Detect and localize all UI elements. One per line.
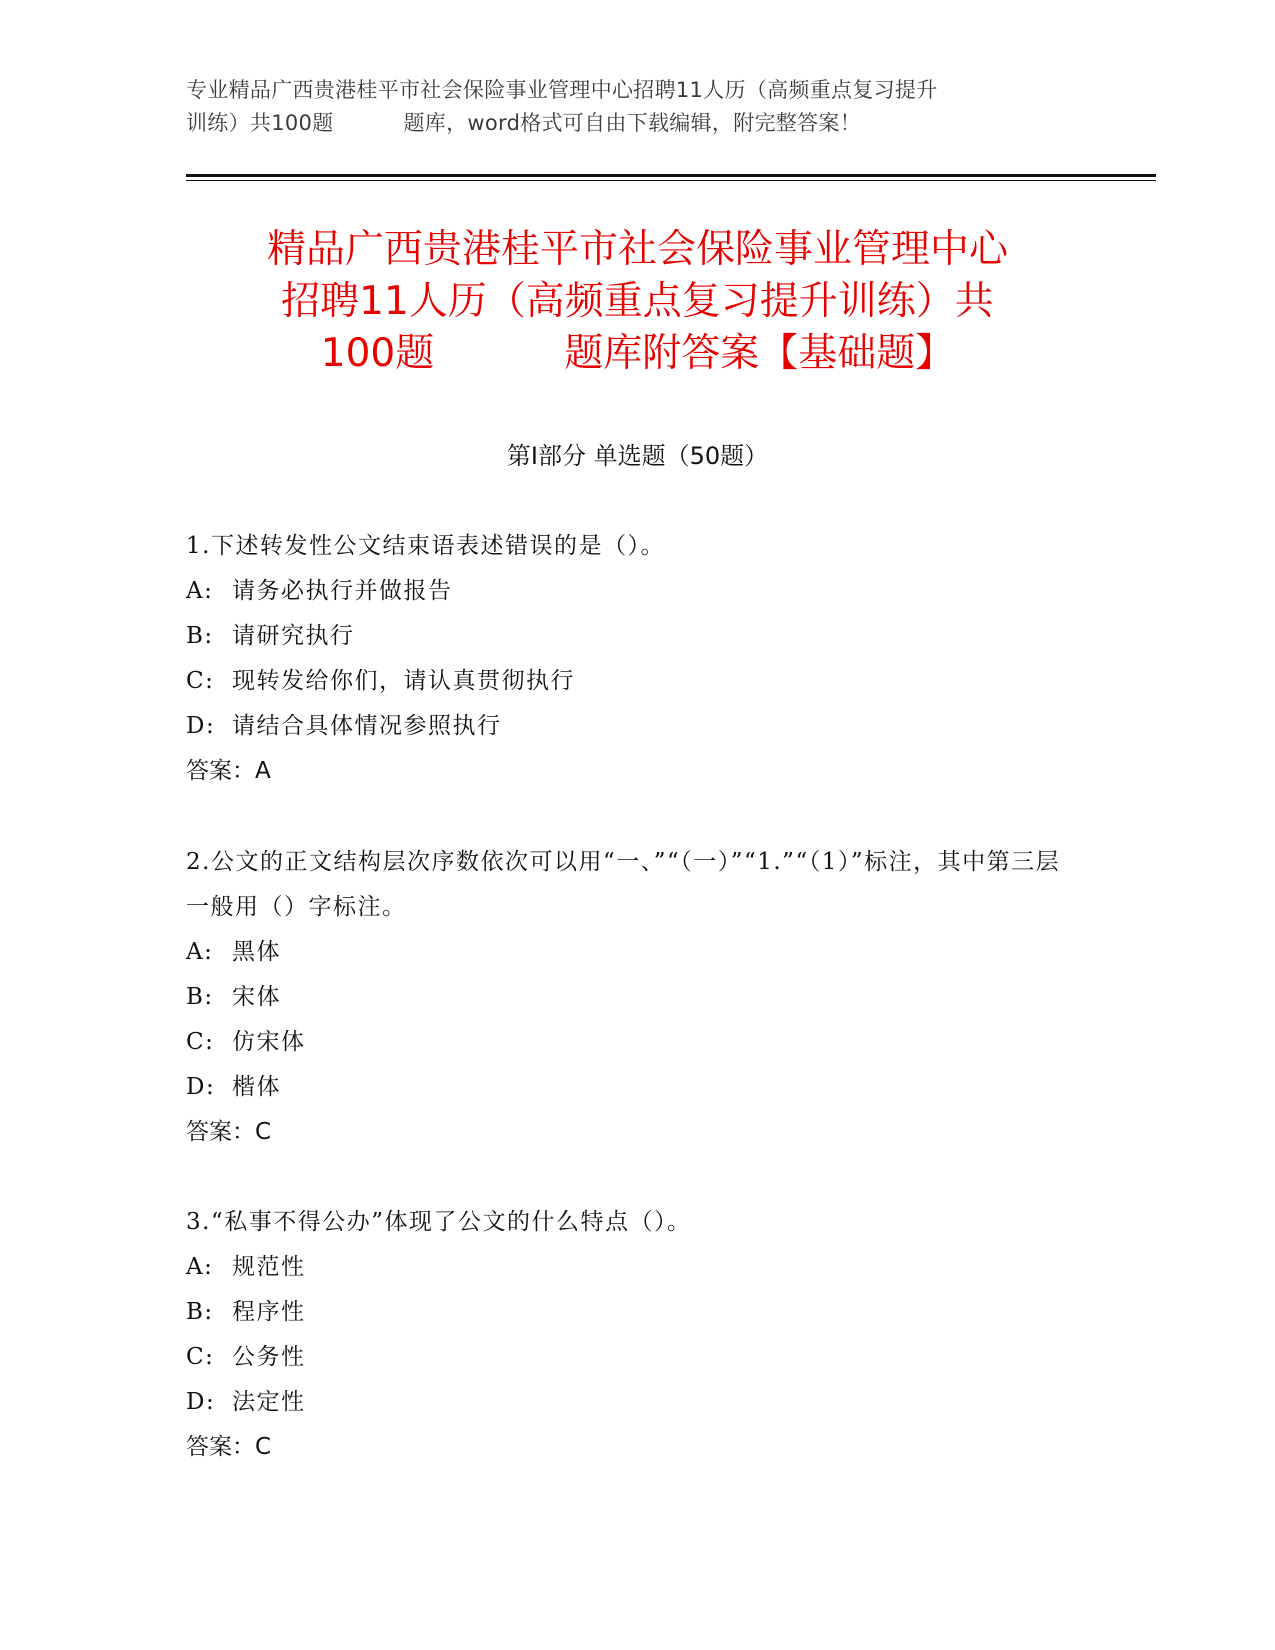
option-key: B: [186,1299,214,1325]
option-key: D: [186,1389,216,1415]
title-line-3 [150,328,1125,380]
option-b [186,975,1076,1020]
section-heading: 第Ⅰ部分 单选题（50题） [506,442,769,470]
title-line-2: 招聘11人历（高频重点复习提升训练）共 [281,279,994,324]
option-text: 公务性 [232,1344,306,1370]
option-c [186,1020,1076,1065]
option-text: 程序性 [232,1299,306,1325]
option-key: A: [186,1254,214,1280]
option-a [186,1245,1076,1290]
option-key: C: [186,1029,215,1055]
answer-line: 答案：C [186,1434,272,1460]
option-key: A: [186,578,214,604]
header-divider-thin [186,180,1156,181]
option-d [186,1380,1076,1425]
answer-line: 答案：C [186,1119,272,1145]
option-key: D: [186,713,216,739]
question-stem: 1.下述转发性公文结束语表述错误的是（）。 [186,533,665,559]
option-key: A: [186,939,214,965]
option-d [186,704,1076,749]
option-text: 黑体 [232,939,281,965]
option-text: 请结合具体情况参照执行 [232,713,502,739]
option-c [186,1335,1076,1380]
option-key: D: [186,1074,216,1100]
option-key: C: [186,1344,215,1370]
question-stem: 3.“私事不得公办”体现了公文的什么特点（）。 [186,1209,692,1235]
option-text: 请务必执行并做报告 [232,578,453,604]
question-stem: 2.公文的正文结构层次序数依次可以用“一、”“（一）”“1.”“（1）”标注，其中第三层一般用（）字标注。 [186,849,1061,920]
document-title [150,224,1125,380]
option-text: 仿宋体 [232,1029,306,1055]
option-key: C: [186,668,215,694]
option-a [186,930,1076,975]
title-line-3-start: 100题 [320,331,435,376]
option-text: 请研究执行 [232,623,355,649]
option-b [186,614,1076,659]
option-text: 法定性 [232,1389,306,1415]
option-text: 楷体 [232,1074,281,1100]
header-divider-thick [186,174,1156,177]
option-text: 现转发给你们，请认真贯彻执行 [232,668,575,694]
title-line-1: 精品广西贵港桂平市社会保险事业管理中心 [266,227,1008,272]
question-block [186,840,1076,1155]
page-header [186,74,1086,140]
question-block [186,1200,1076,1470]
header-line-2 [186,107,1086,140]
option-c [186,659,1076,704]
option-text: 宋体 [232,984,281,1010]
option-text: 规范性 [232,1254,306,1280]
question-block [186,524,1076,794]
option-d [186,1065,1076,1110]
option-b [186,1290,1076,1335]
header-line-2-start: 训练）共100题 [186,111,334,135]
answer-line: 答案：A [186,758,271,784]
header-line-2-end: 题库，word格式可自由下载编辑，附完整答案！ [403,111,862,135]
title-line-3-end: 题库附答案【基础题】 [564,331,955,376]
option-key: B: [186,623,214,649]
header-line-1: 专业精品广西贵港桂平市社会保险事业管理中心招聘11人历（高频重点复习提升 [186,78,938,102]
option-key: B: [186,984,214,1010]
option-a [186,569,1076,614]
